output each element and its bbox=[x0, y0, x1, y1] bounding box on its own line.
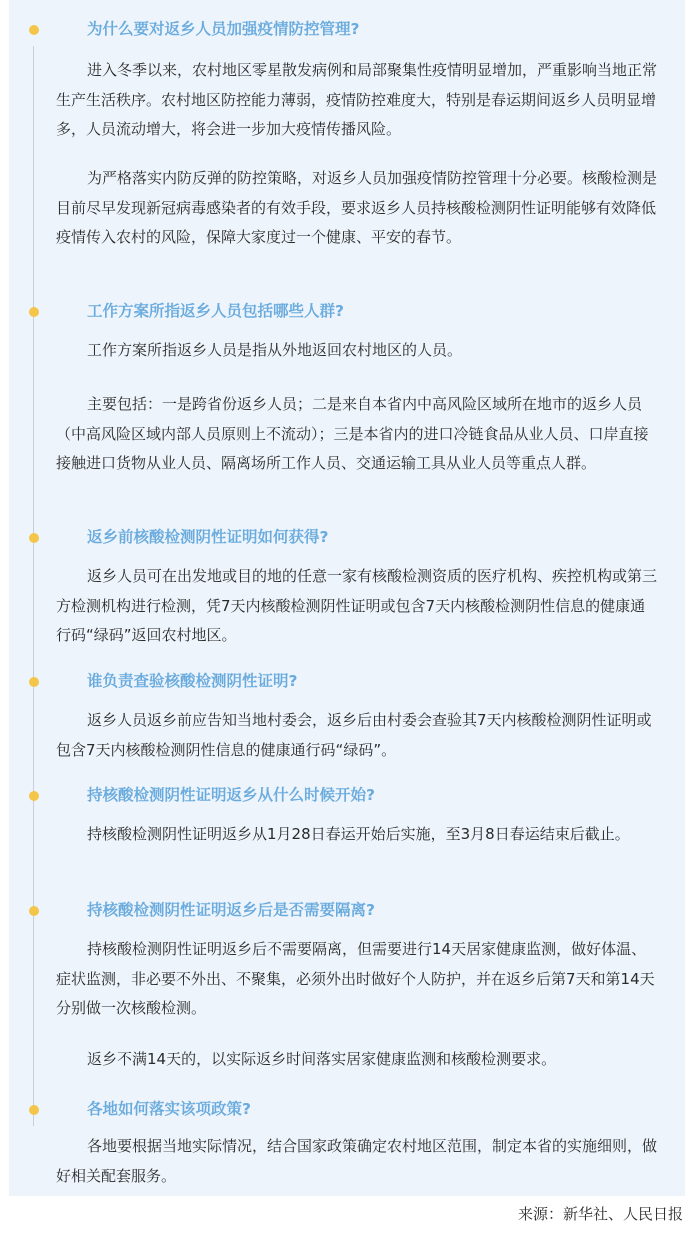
answer-paragraph: 主要包括：一是跨省份返乡人员；二是来自本省内中高风险区域所在地市的返乡人员（中高风险区域内部人员原则上不流动）；三是本省内的进口冷链食品从业人员、口岸直接接触进口货物从业人员、隔离场所工作人员、交通运输工具从业人员等重点人群。 bbox=[56, 395, 649, 472]
timeline-dot bbox=[29, 307, 39, 317]
timeline-line bbox=[33, 46, 34, 1126]
question-heading: 工作方案所指返乡人员包括哪些人群? bbox=[87, 302, 344, 320]
answer-paragraph: 为严格落实内防反弹的防控策略，对返乡人员加强疫情防控管理十分必要。核酸检测是目前尽早发现新冠病毒感染者的有效手段，要求返乡人员持核酸检测阴性证明能够有效降低疫情传入农村的风险，保障大家度过一个健康、平安的春节。 bbox=[56, 169, 658, 246]
timeline-dot bbox=[29, 533, 39, 543]
question-heading: 持核酸检测阴性证明返乡从什么时候开始? bbox=[87, 786, 375, 804]
answer-paragraph: 返乡不满14天的，以实际返乡时间落实居家健康监测和核酸检测要求。 bbox=[87, 1050, 557, 1068]
question-heading: 各地如何落实该项政策? bbox=[87, 1100, 251, 1118]
answer-paragraph: 返乡人员返乡前应告知当地村委会，返乡后由村委会查验其7天内核酸检测阴性证明或包含7天内核酸检测阴性信息的健康通行码“绿码”。 bbox=[56, 711, 652, 759]
answer-paragraph: 持核酸检测阴性证明返乡从1月28日春运开始后实施，至3月8日春运结束后截止。 bbox=[87, 825, 630, 843]
timeline-dot bbox=[29, 791, 39, 801]
source-credit: 来源：新华社、人民日报 bbox=[517, 1205, 683, 1223]
question-heading: 持核酸检测阴性证明返乡后是否需要隔离? bbox=[87, 901, 375, 919]
question-heading: 返乡前核酸检测阴性证明如何获得? bbox=[87, 528, 329, 546]
answer-paragraph: 返乡人员可在出发地或目的地的任意一家有核酸检测资质的医疗机构、疾控机构或第三方检测机构进行检测，凭7天内核酸检测阴性证明或包含7天内核酸检测阴性信息的健康通行码“绿码”返回农村地区。 bbox=[56, 567, 658, 644]
answer-paragraph: 工作方案所指返乡人员是指从外地返回农村地区的人员。 bbox=[87, 341, 463, 359]
timeline-dot bbox=[29, 1105, 39, 1115]
timeline-dot bbox=[29, 677, 39, 687]
timeline-dot bbox=[29, 25, 39, 35]
question-heading: 为什么要对返乡人员加强疫情防控管理? bbox=[87, 20, 360, 38]
answer-paragraph: 进入冬季以来，农村地区零星散发病例和局部聚集性疫情明显增加，严重影响当地正常生产生活秩序。农村地区防控能力薄弱，疫情防控难度大，特别是春运期间返乡人员明显增多，人员流动增大，将会进一步加大疫情传播风险。 bbox=[56, 61, 658, 138]
answer-paragraph: 持核酸检测阴性证明返乡后不需要隔离，但需要进行14天居家健康监测，做好体温、症状监测，非必要不外出、不聚集，必须外出时做好个人防护，并在返乡后第7天和第14天分别做一次核酸检测。 bbox=[56, 940, 655, 1017]
answer-paragraph: 各地要根据当地实际情况，结合国家政策确定农村地区范围，制定本省的实施细则，做好相关配套服务。 bbox=[56, 1137, 658, 1185]
question-heading: 谁负责查验核酸检测阴性证明? bbox=[87, 672, 298, 690]
timeline-dot bbox=[29, 906, 39, 916]
